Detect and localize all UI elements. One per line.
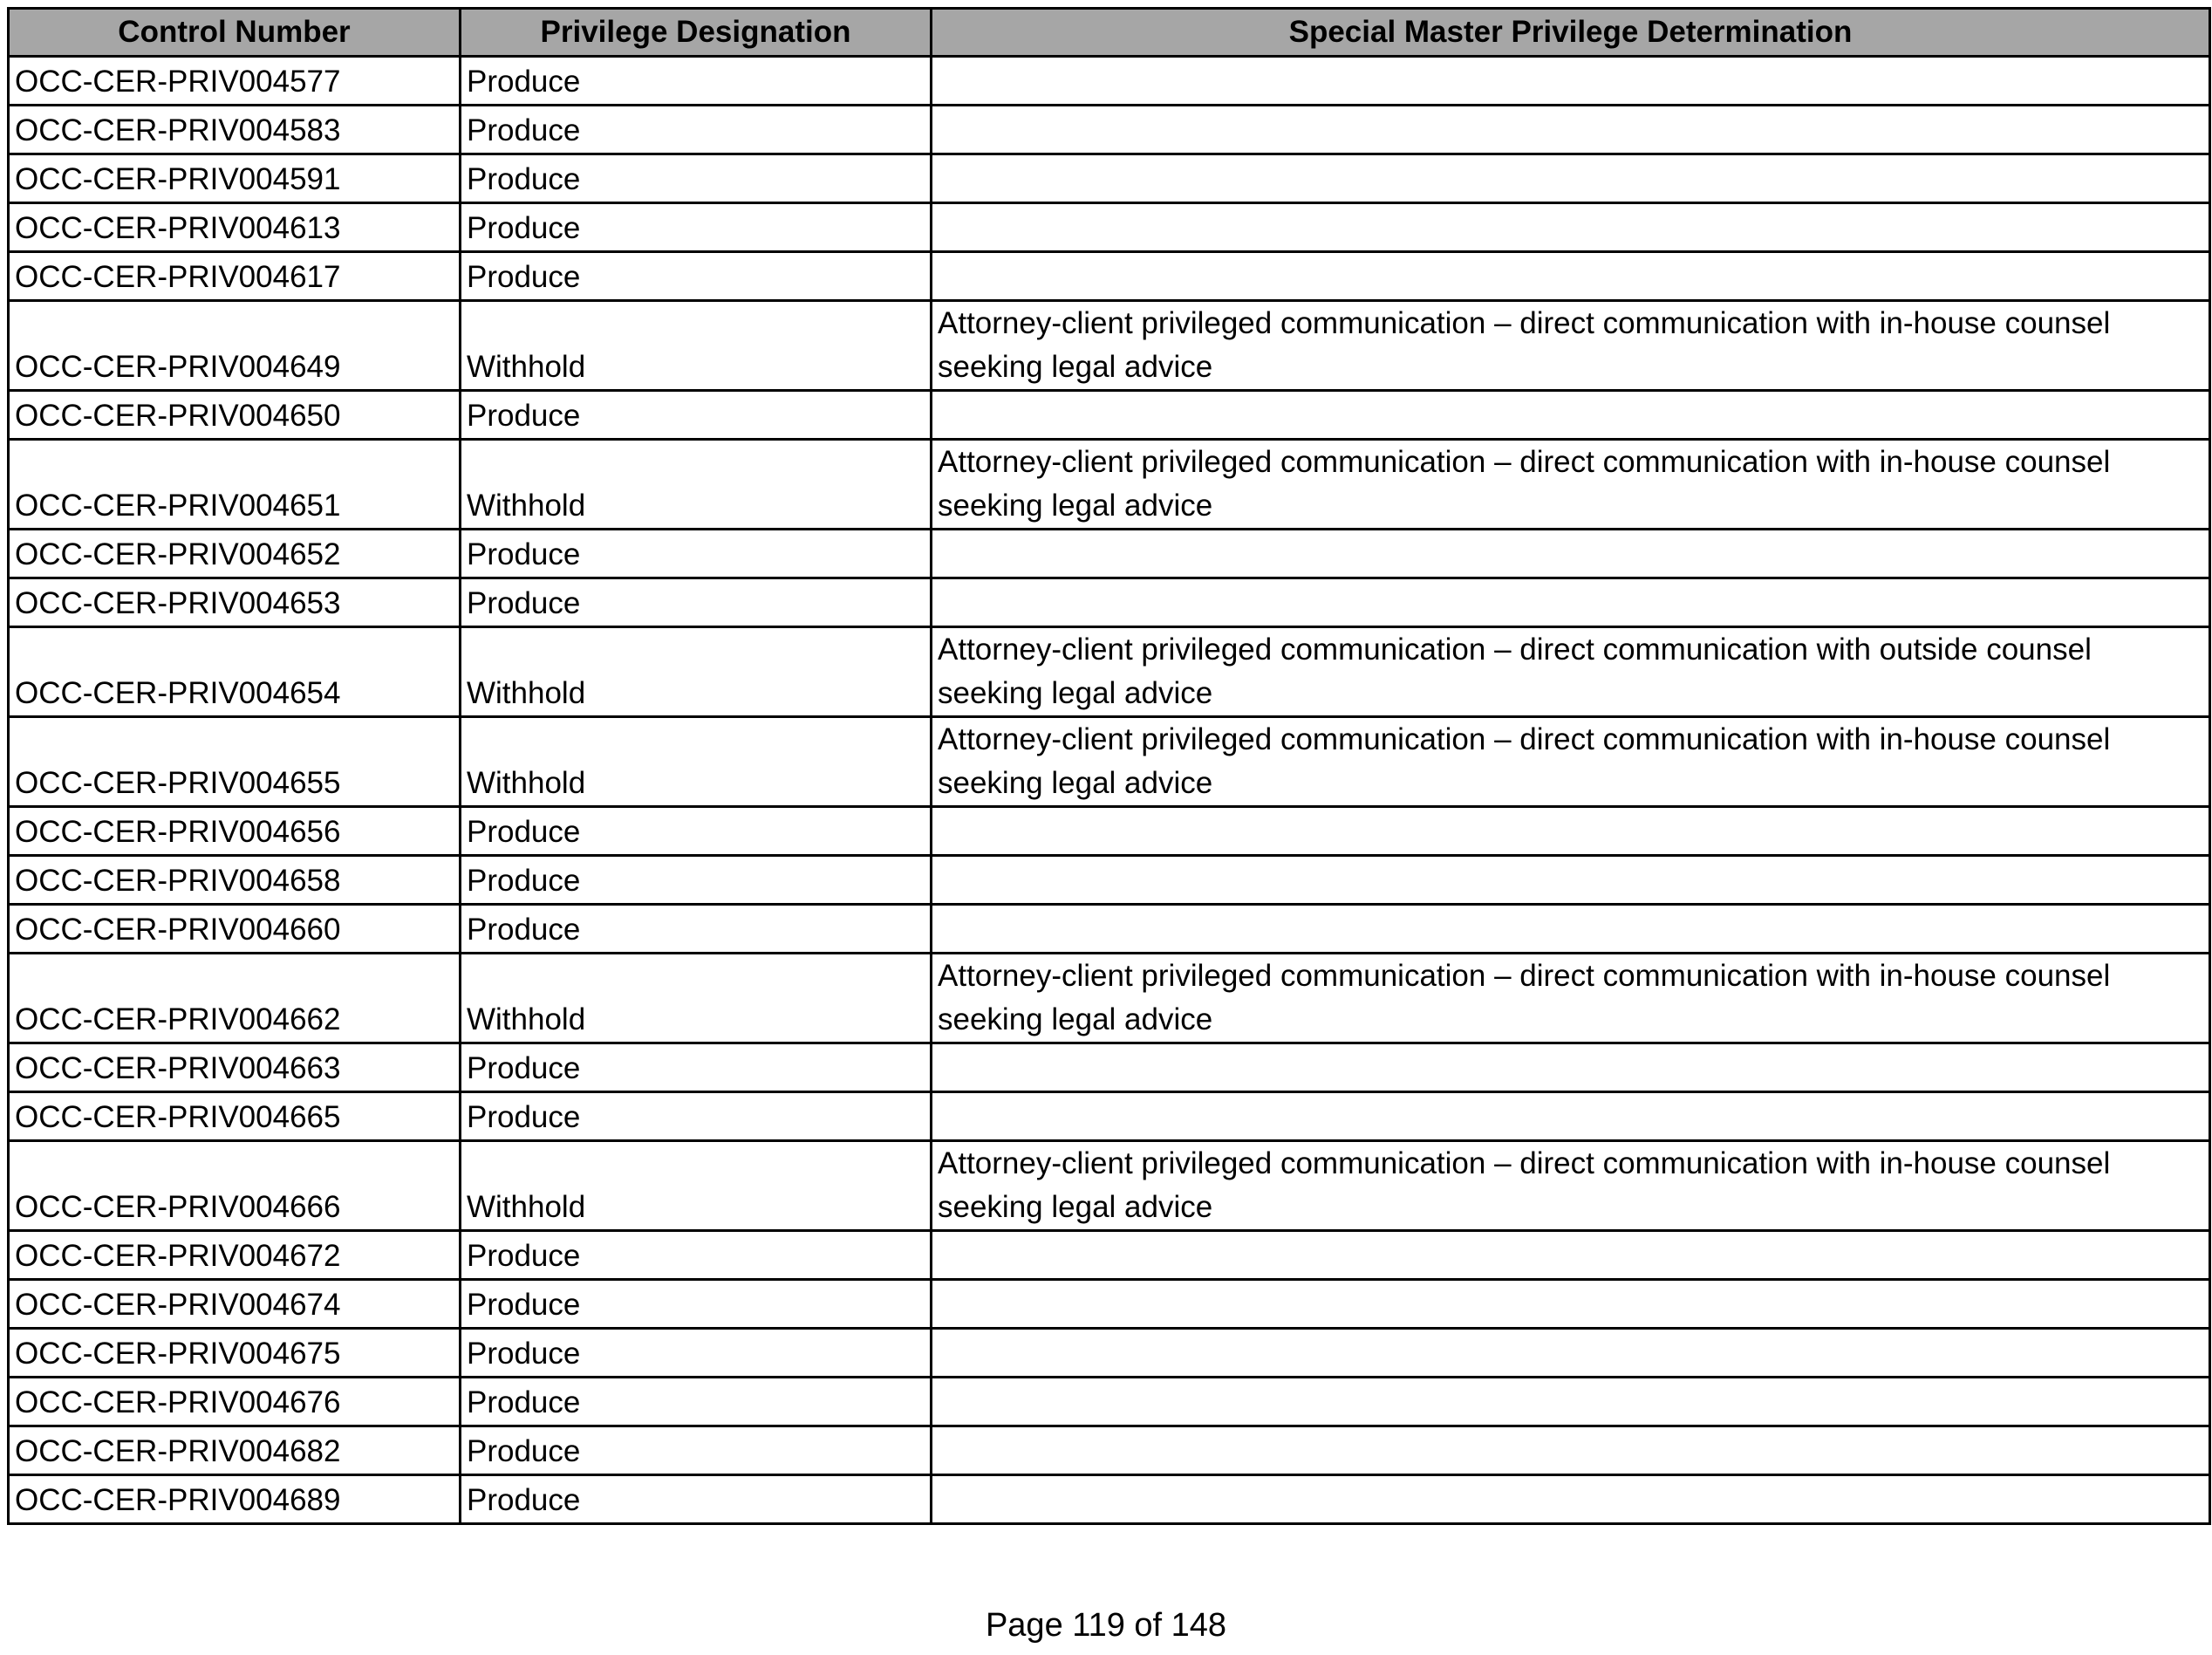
cell-control-number: OCC-CER-PRIV004660: [9, 905, 461, 954]
cell-determination: [932, 203, 2210, 252]
cell-privilege-designation: Produce: [461, 57, 932, 106]
cell-privilege-designation: Produce: [461, 856, 932, 905]
cell-determination: [932, 1043, 2210, 1092]
cell-control-number: OCC-CER-PRIV004649: [9, 301, 461, 391]
cell-privilege-designation: Produce: [461, 391, 932, 440]
table-row: [9, 905, 2210, 954]
table-row: [9, 57, 2210, 106]
header-privilege-designation: Privilege Designation: [461, 9, 932, 57]
header-determination: Special Master Privilege Determination: [932, 9, 2210, 57]
cell-privilege-designation: Produce: [461, 1231, 932, 1280]
cell-control-number: OCC-CER-PRIV004617: [9, 252, 461, 301]
cell-privilege-designation: Produce: [461, 252, 932, 301]
cell-determination: [932, 905, 2210, 954]
cell-control-number: OCC-CER-PRIV004682: [9, 1426, 461, 1475]
cell-control-number: OCC-CER-PRIV004689: [9, 1475, 461, 1524]
cell-control-number: OCC-CER-PRIV004654: [9, 627, 461, 717]
cell-control-number: OCC-CER-PRIV004613: [9, 203, 461, 252]
cell-determination: Attorney-client privileged communication – direct communication with in-house counsel seeking legal advice: [932, 717, 2210, 807]
cell-privilege-designation: Produce: [461, 154, 932, 203]
cell-privilege-designation: Withhold: [461, 717, 932, 807]
cell-privilege-designation: Produce: [461, 1475, 932, 1524]
cell-determination: [932, 154, 2210, 203]
cell-privilege-designation: Withhold: [461, 954, 932, 1043]
cell-control-number: OCC-CER-PRIV004656: [9, 807, 461, 856]
privilege-log-table: [7, 7, 2211, 1525]
cell-control-number: OCC-CER-PRIV004591: [9, 154, 461, 203]
page-number: Page 119 of 148: [985, 1607, 1227, 1644]
cell-privilege-designation: Produce: [461, 106, 932, 154]
cell-determination: [932, 1475, 2210, 1524]
table-row: [9, 440, 2210, 530]
table-row: [9, 203, 2210, 252]
cell-control-number: OCC-CER-PRIV004672: [9, 1231, 461, 1280]
cell-determination: [932, 856, 2210, 905]
table-row: [9, 106, 2210, 154]
cell-privilege-designation: Produce: [461, 1280, 932, 1329]
table-row: [9, 1329, 2210, 1378]
cell-control-number: OCC-CER-PRIV004655: [9, 717, 461, 807]
table-row: [9, 301, 2210, 391]
table-header-row: [9, 9, 2210, 57]
table-row: [9, 391, 2210, 440]
cell-control-number: OCC-CER-PRIV004666: [9, 1141, 461, 1231]
table-row: [9, 578, 2210, 627]
table-row: [9, 1426, 2210, 1475]
cell-privilege-designation: Withhold: [461, 627, 932, 717]
cell-determination: [932, 252, 2210, 301]
cell-determination: Attorney-client privileged communication – direct communication with in-house counsel seeking legal advice: [932, 1141, 2210, 1231]
cell-control-number: OCC-CER-PRIV004674: [9, 1280, 461, 1329]
cell-determination: [932, 1280, 2210, 1329]
cell-determination: [932, 1092, 2210, 1141]
cell-privilege-designation: Produce: [461, 807, 932, 856]
table-row: [9, 1280, 2210, 1329]
table-row: [9, 807, 2210, 856]
table-row: [9, 1092, 2210, 1141]
cell-control-number: OCC-CER-PRIV004662: [9, 954, 461, 1043]
cell-determination: [932, 530, 2210, 578]
cell-privilege-designation: Withhold: [461, 1141, 932, 1231]
cell-determination: [932, 57, 2210, 106]
table-row: [9, 1231, 2210, 1280]
cell-privilege-designation: Produce: [461, 1092, 932, 1141]
cell-determination: [932, 1329, 2210, 1378]
cell-control-number: OCC-CER-PRIV004665: [9, 1092, 461, 1141]
cell-control-number: OCC-CER-PRIV004653: [9, 578, 461, 627]
cell-privilege-designation: Produce: [461, 203, 932, 252]
table-row: [9, 1475, 2210, 1524]
table-row: [9, 1043, 2210, 1092]
cell-control-number: OCC-CER-PRIV004583: [9, 106, 461, 154]
cell-control-number: OCC-CER-PRIV004658: [9, 856, 461, 905]
table-row: [9, 954, 2210, 1043]
table-row: [9, 252, 2210, 301]
table-row: [9, 1378, 2210, 1426]
table-row: [9, 530, 2210, 578]
cell-control-number: OCC-CER-PRIV004675: [9, 1329, 461, 1378]
table-row: [9, 717, 2210, 807]
table-body: [9, 57, 2210, 1524]
cell-determination: [932, 1378, 2210, 1426]
cell-privilege-designation: Produce: [461, 1329, 932, 1378]
cell-determination: [932, 578, 2210, 627]
table-row: [9, 154, 2210, 203]
cell-control-number: OCC-CER-PRIV004577: [9, 57, 461, 106]
cell-determination: [932, 807, 2210, 856]
cell-privilege-designation: Produce: [461, 1426, 932, 1475]
header-control-number: Control Number: [9, 9, 461, 57]
cell-determination: Attorney-client privileged communication – direct communication with in-house counsel seeking legal advice: [932, 954, 2210, 1043]
cell-determination: [932, 106, 2210, 154]
cell-determination: Attorney-client privileged communication – direct communication with in-house counsel seeking legal advice: [932, 301, 2210, 391]
cell-privilege-designation: Withhold: [461, 301, 932, 391]
cell-privilege-designation: Produce: [461, 905, 932, 954]
cell-determination: Attorney-client privileged communication – direct communication with in-house counsel seeking legal advice: [932, 440, 2210, 530]
cell-privilege-designation: Produce: [461, 578, 932, 627]
cell-control-number: OCC-CER-PRIV004650: [9, 391, 461, 440]
cell-determination: [932, 391, 2210, 440]
table-row: [9, 1141, 2210, 1231]
cell-control-number: OCC-CER-PRIV004652: [9, 530, 461, 578]
cell-control-number: OCC-CER-PRIV004676: [9, 1378, 461, 1426]
cell-determination: Attorney-client privileged communication – direct communication with outside counsel seeking legal advice: [932, 627, 2210, 717]
table-row: [9, 856, 2210, 905]
cell-privilege-designation: Produce: [461, 530, 932, 578]
cell-control-number: OCC-CER-PRIV004663: [9, 1043, 461, 1092]
cell-privilege-designation: Produce: [461, 1378, 932, 1426]
cell-determination: [932, 1426, 2210, 1475]
cell-privilege-designation: Withhold: [461, 440, 932, 530]
cell-privilege-designation: Produce: [461, 1043, 932, 1092]
cell-determination: [932, 1231, 2210, 1280]
table-row: [9, 627, 2210, 717]
cell-control-number: OCC-CER-PRIV004651: [9, 440, 461, 530]
